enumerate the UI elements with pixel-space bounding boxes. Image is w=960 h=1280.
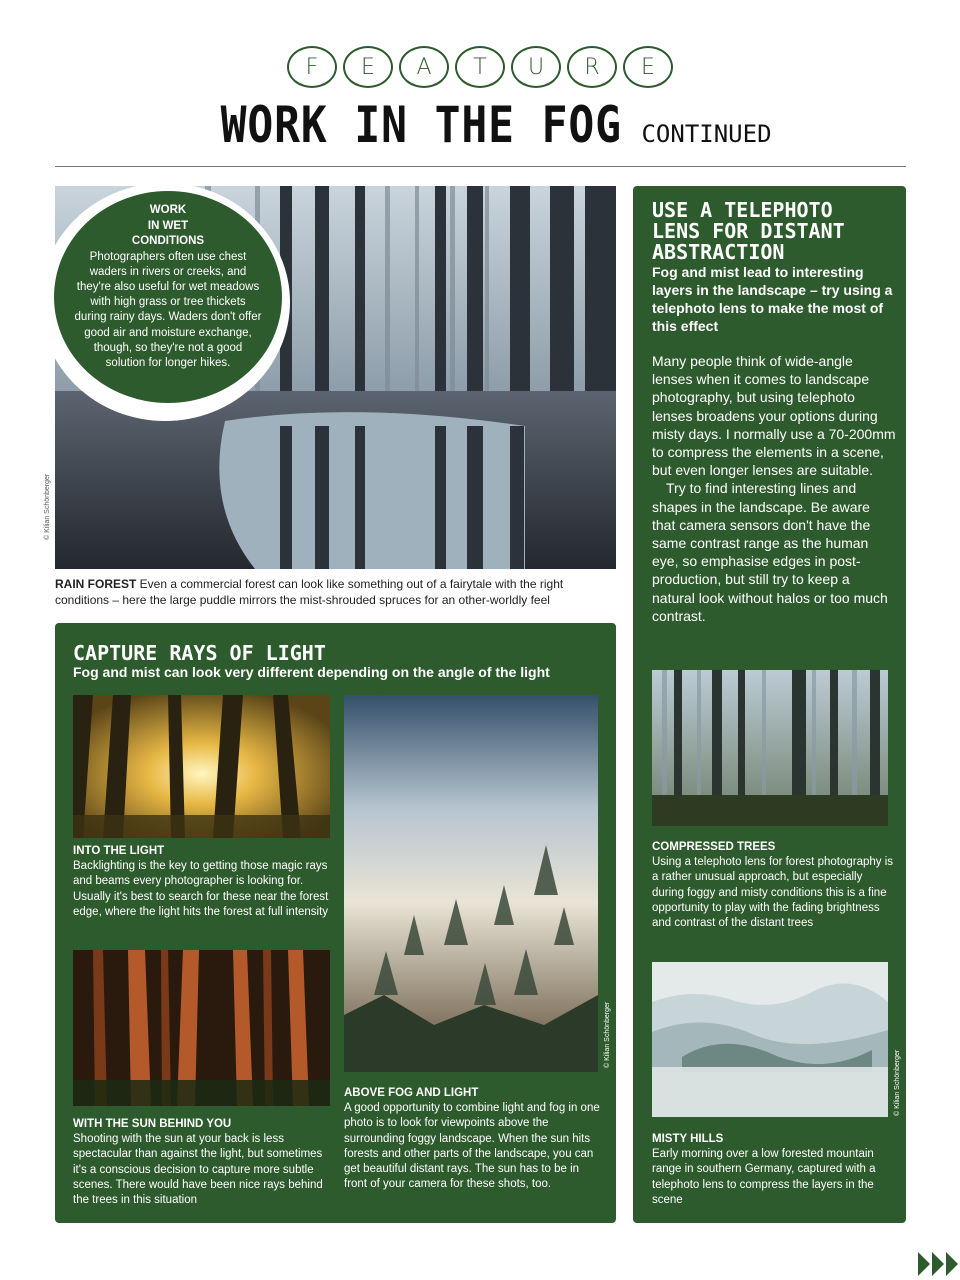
into-the-light-caption [73,844,333,920]
above-fog-body: A good opportunity to combine light and fog in one photo is to look for viewpoints above the surrounding foggy landscape. When the sun hits forests and other parts of the landscape, you can get beautiful distant rays. The sun has to be in front of your camera for these shots, too. [344,1102,600,1191]
above-fog-credit: © Kilian Schönberger [604,1001,611,1068]
telephoto-paragraph: Try to find interesting lines and shapes in the landscape. Be aware that camera sensors don't have the same contrast range as the human eye, so emphasise edges in post-production, but still try to keep a natural look without halos or too much contrast. [652,480,888,624]
photo-credit: © Kilian Schönberger [44,473,51,540]
feature-badge-row [0,46,960,88]
caption-title: RAIN FOREST [55,577,137,591]
rays-heading: CAPTURE RAYS OF LIGHT [73,641,326,665]
misty-hills-credit: © Kilian Schönberger [894,1049,901,1116]
header-divider [55,166,906,167]
telephoto-body [652,352,896,625]
page-title-row [0,96,960,154]
feature-letter: A [399,46,449,88]
telephoto-subheading: Fog and mist lead to interesting layers in the landscape – try using a telephoto lens to make the most of this effect [652,264,893,334]
misty-hills-body: Early morning over a low forested mountain range in southern Germany, captured with a telephoto lens to compress the layers in the scene [652,1148,876,1206]
above-fog-photo [344,695,598,1072]
sun-behind-title: WITH THE SUN BEHIND YOU [73,1118,232,1130]
feature-letter: U [511,46,561,88]
misty-hills-photo [652,962,888,1117]
wet-conditions-body: Photographers often use chest waders in rivers or creeks, and they're also useful for wet meadows with high grass or tree thickets during rainy days. Waders don't offer good air and moisture exchange, though, so they're not a good solution for longer hikes. [74,250,262,369]
rain-forest-caption [55,577,616,608]
into-the-light-title: INTO THE LIGHT [73,845,165,857]
above-fog-caption [344,1086,600,1192]
wet-conditions-box [54,191,282,403]
page-title: WORK IN THE FOG [221,96,623,154]
feature-letter: E [343,46,393,88]
feature-letter: E [623,46,673,88]
into-the-light-photo [73,695,330,838]
telephoto-panel [633,186,906,1223]
compressed-trees-body: Using a telephoto lens for forest photography is a rather unusual approach, but especially during foggy and misty conditions this is a fine opportunity to play with the fading brightness and contrast of the distant trees [652,856,894,930]
feature-letter: R [567,46,617,88]
sun-behind-body: Shooting with the sun at your back is less spectacular than against the light, but sometimes it's a conscious decision to capture more subtle scenes. There would have been nice rays behind the trees in this situation [73,1133,323,1207]
page-title-suffix: CONTINUED [641,120,772,148]
misty-hills-caption [652,1132,897,1208]
caption-body: Even a commercial forest can look like something out of a fairytale with the right conditions – here the large puddle mirrors the mist-shrouded spruces for an other-worldly feel [55,577,564,607]
feature-letter: T [455,46,505,88]
compressed-trees-caption [652,840,897,931]
feature-letter: F [287,46,337,88]
wet-conditions-title: WORK IN WET CONDITIONS [131,204,205,247]
compressed-trees-photo [652,670,888,826]
telephoto-paragraph: Many people think of wide-angle lenses when it comes to landscape photography, but using telephoto lenses broadens your options during misty days. I normally use a 70-200mm to compress the elements in a scene, but even longer lenses are suitable. [652,353,896,479]
into-the-light-body: Backlighting is the key to getting those magic rays and beams every photographer is looking for. Usually it's best to search for these near the forest edge, where the light hits the forest at full intensity [73,860,329,918]
compressed-trees-title: COMPRESSED TREES [652,841,776,853]
sun-behind-caption [73,1117,333,1208]
capture-rays-panel [55,623,616,1223]
above-fog-title: ABOVE FOG AND LIGHT [344,1087,479,1099]
rays-subheading: Fog and mist can look very different depending on the angle of the light [73,664,550,680]
misty-hills-title: MISTY HILLS [652,1133,724,1145]
telephoto-heading: USE A TELEPHOTO LENS FOR DISTANT ABSTRACTION [652,198,845,264]
next-page-arrows-icon[interactable] [918,1252,960,1276]
sun-behind-photo [73,950,330,1106]
